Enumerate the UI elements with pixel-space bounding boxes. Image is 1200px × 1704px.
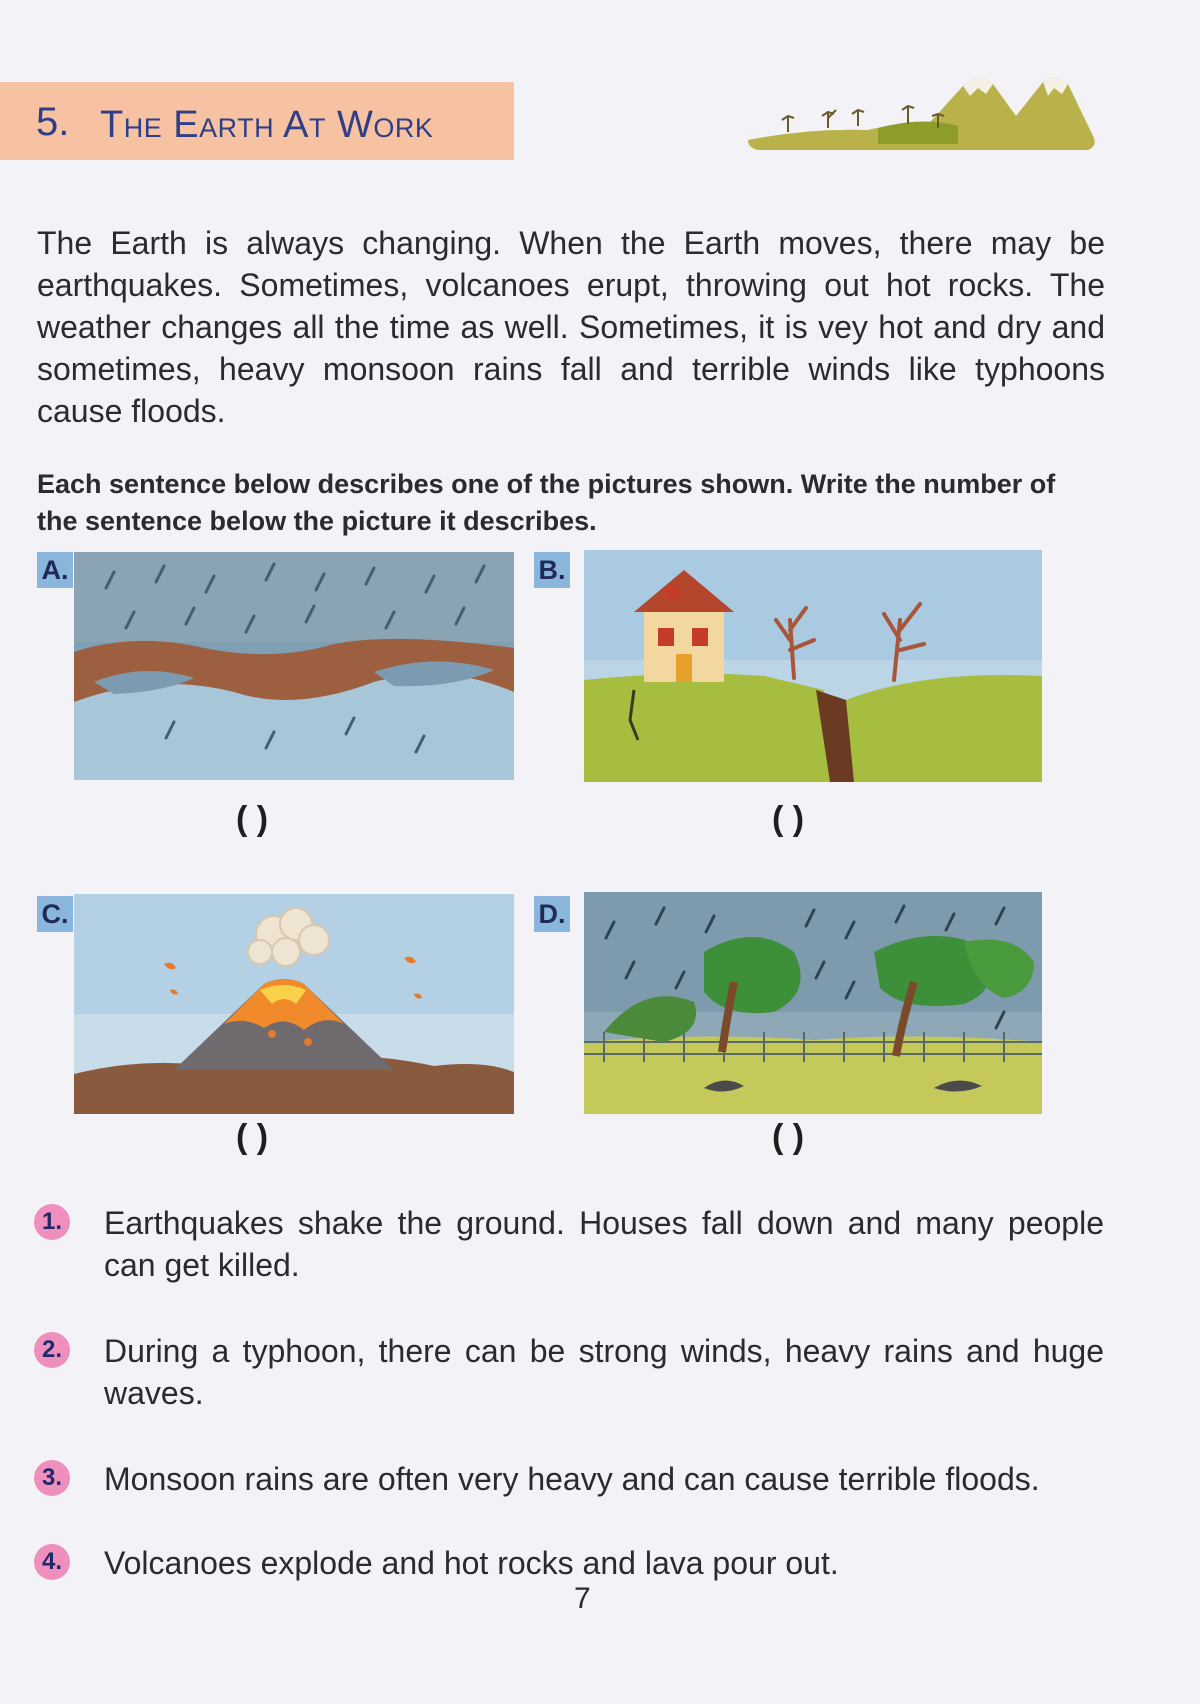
sentence-text: Monsoon rains are often very heavy and can cause terrible floods. [104,1461,1040,1497]
volcano-picture [74,894,514,1114]
earthquake-picture [584,550,1042,782]
flood-rain-picture [74,552,514,780]
answer-blank-d[interactable]: ( ) [772,1118,805,1156]
instruction-text: Each sentence below describes one of the pictures shown. Write the number of the sentence below the picture it describes. [37,469,1056,536]
picture-b-label: B. [534,552,570,588]
intro-paragraph: The Earth is always changing. When the Earth moves, there may be earthquakes. Sometimes, volcanoes erupt, throwing out hot rocks. The weather changes all the time as well. Sometimes, it is vey hot and dry and sometimes, heavy monsoon rains fall and terrible winds like typhoons cause floods. [37,225,1105,429]
sentence-text: During a typhoon, there can be strong winds, heavy rains and huge waves. [104,1333,1104,1411]
sentence-text: Volcanoes explode and hot rocks and lava pour out. [104,1545,839,1581]
picture-c-label: C. [37,896,73,932]
answer-blank-c[interactable]: ( ) [236,1118,269,1156]
typhoon-picture [584,892,1042,1114]
page-title: The Earth At Work [100,104,434,146]
sentence-number-badge: 3. [34,1460,70,1496]
sentence-number-badge: 4. [34,1544,70,1580]
picture-d-label: D. [534,896,570,932]
sentence-number-badge: 2. [34,1332,70,1368]
mountains-illustration [748,66,1098,160]
section-number: 5. [36,100,70,144]
answer-blank-b[interactable]: ( ) [772,800,805,838]
sentence-text: Earthquakes shake the ground. Houses fall down and many people can get killed. [104,1205,1104,1283]
picture-a-label: A. [37,552,73,588]
answer-blank-a[interactable]: ( ) [236,800,269,838]
page-number: 7 [574,1582,591,1615]
sentence-number-badge: 1. [34,1204,70,1240]
